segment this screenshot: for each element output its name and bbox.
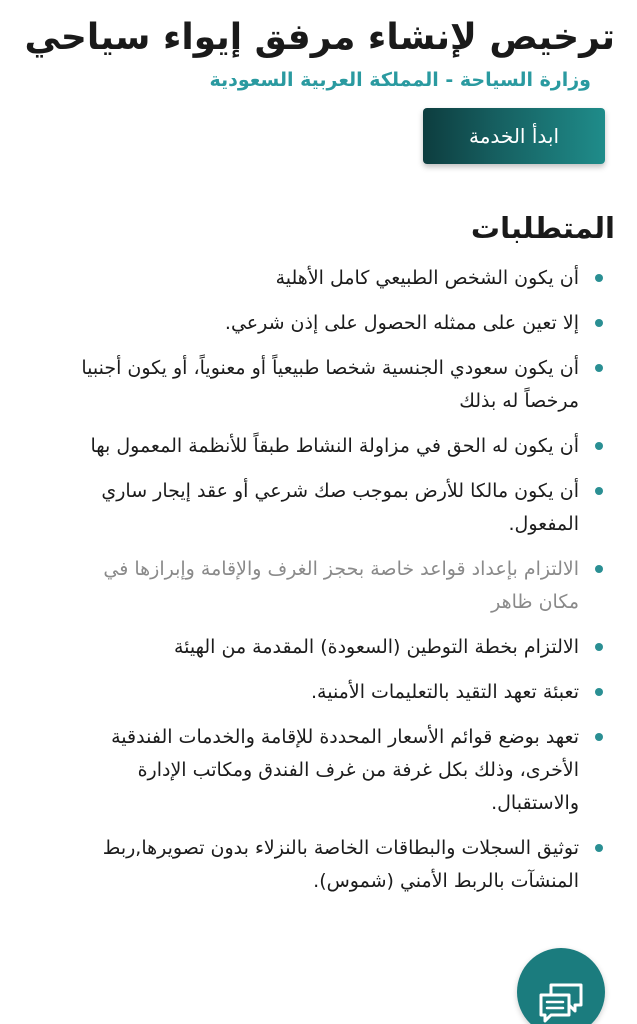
requirement-text: أن يكون سعودي الجنسية شخصا طبيعياً أو معنوياً، أو يكون أجنبيا مرخصاً له بذلك xyxy=(81,357,579,412)
bullet-dot-icon xyxy=(595,487,603,495)
list-item xyxy=(57,832,607,898)
page-title: ترخيص لإنشاء مرفق إيواء سياحي xyxy=(24,17,615,58)
bullet-dot-icon xyxy=(595,733,603,741)
list-item xyxy=(57,430,607,463)
list-item xyxy=(57,352,607,418)
bullet-dot-icon xyxy=(595,319,603,327)
start-service-button[interactable]: ابدأ الخدمة xyxy=(423,108,605,164)
requirement-text: الالتزام بإعداد قواعد خاصة بحجز الغرف والإقامة وإبرازها في مكان ظاهر xyxy=(103,558,579,613)
requirements-list xyxy=(57,262,607,910)
ministry-subtitle: وزارة السياحة - المملكة العربية السعودية xyxy=(209,69,591,91)
bullet-dot-icon xyxy=(595,643,603,651)
bullet-dot-icon xyxy=(595,442,603,450)
requirement-text: أن يكون الشخص الطبيعي كامل الأهلية xyxy=(275,267,579,289)
bullet-dot-icon xyxy=(595,274,603,282)
bullet-dot-icon xyxy=(595,565,603,573)
requirement-text: توثيق السجلات والبطاقات الخاصة بالنزلاء بدون تصويرها,ربط المنشآت بالربط الأمني (شموس). xyxy=(102,837,579,892)
requirement-text: تعهد بوضع قوائم الأسعار المحددة للإقامة والخدمات الفندقية الأخرى، وذلك بكل غرفة من غرف الفندق ومكاتب الإدارة والاستقبال. xyxy=(111,726,579,814)
list-item xyxy=(57,475,607,541)
list-item xyxy=(57,631,607,664)
chat-bubbles-icon xyxy=(537,981,585,1024)
requirements-title: المتطلبات xyxy=(470,211,615,245)
requirement-text: الالتزام بخطة التوطين (السعودة) المقدمة من الهيئة xyxy=(173,636,579,658)
list-item xyxy=(57,553,607,619)
bullet-dot-icon xyxy=(595,688,603,696)
list-item xyxy=(57,676,607,709)
requirement-text: إلا تعين على ممثله الحصول على إذن شرعي. xyxy=(224,312,579,334)
bullet-dot-icon xyxy=(595,364,603,372)
bullet-dot-icon xyxy=(595,844,603,852)
requirement-text: أن يكون مالكا للأرض بموجب صك شرعي أو عقد إيجار ساري المفعول. xyxy=(101,480,579,535)
requirement-text: أن يكون له الحق في مزاولة النشاط طبقاً للأنظمة المعمول بها xyxy=(90,435,579,457)
list-item xyxy=(57,262,607,295)
requirement-text: تعبئة تعهد التقيد بالتعليمات الأمنية. xyxy=(310,681,579,703)
list-item xyxy=(57,307,607,340)
list-item xyxy=(57,721,607,820)
